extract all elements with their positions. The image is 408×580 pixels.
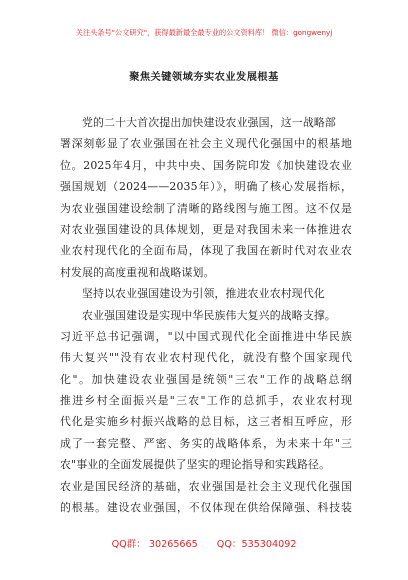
paragraph-line: 党的二十大首次提出加快建设农业强国，这一战略部 xyxy=(82,116,336,129)
paragraph-line: 农业是国民经济的基础，农业强国是社会主义现代化强国 xyxy=(60,479,352,493)
paragraph-line: 强国规划（2024——2035年）》，明确了核心发展指标， xyxy=(60,180,352,194)
qq-group: QQ群： 30265665 xyxy=(111,539,198,550)
paragraph-line: 农"事业的全面发展提供了坚实的理论指导和实践路径。 xyxy=(60,458,331,472)
paragraph-line: 习近平总书记强调，"以中国式现代化全面推进中华民族 xyxy=(60,329,352,343)
document-title: 聚焦关键领域夯实农业发展根基 xyxy=(129,71,279,83)
paragraph-line: 位。2025年4月，中共中央、国务院印发《加快建设农业 xyxy=(60,158,352,172)
document-body xyxy=(60,112,352,518)
qq-number: QQ：535304092 xyxy=(216,539,297,550)
paragraph-line: 化"。加快建设农业强国是统领"三农"工作的战略总纲 xyxy=(60,372,352,386)
paragraph-line: 业农村现代化的全面布局，体现了我国在新时代对农业农 xyxy=(60,244,352,258)
paragraph-line: 推进乡村全面振兴是"三农"工作的总抓手，农业农村现 xyxy=(60,394,352,408)
paragraph-line: 的根基。建设农业强国，不仅体现在供给保障强、科技装 xyxy=(60,501,352,515)
paragraph-line: 对农业强国建设的具体规划，更是对我国未来一体推进农 xyxy=(60,222,352,236)
paragraph-line: 成了一套完整、严密、务实的战略体系，为未来十年"三 xyxy=(60,436,352,450)
paragraph-line: 代化是实施乡村振兴战略的总目标，这三者相互呼应，形 xyxy=(60,415,352,429)
paragraph-line: 为农业强国建设绘制了清晰的路线图与施工图。这不仅是 xyxy=(60,201,352,215)
section-heading: 坚持以农业强国建设为引领，推进农业农村现代化 xyxy=(82,287,325,301)
paragraph-line: 伟大复兴""没有农业农村现代化，就没有整个国家现代 xyxy=(60,351,352,365)
promo-header: 关注头条号"公文研究"，获得最新最全最专业的公文资料库！ 微信：gongwenyj xyxy=(75,28,333,37)
paragraph-line: 农业强国建设是实现中华民族伟大复兴的战略支撑。 xyxy=(82,308,336,322)
contact-footer xyxy=(0,536,408,550)
paragraph-line: 署深刻彰显了农业强国在社会主义现代化强国中的根基地 xyxy=(60,137,352,151)
paragraph-line: 村发展的高度重视和战略谋划。 xyxy=(60,265,215,279)
